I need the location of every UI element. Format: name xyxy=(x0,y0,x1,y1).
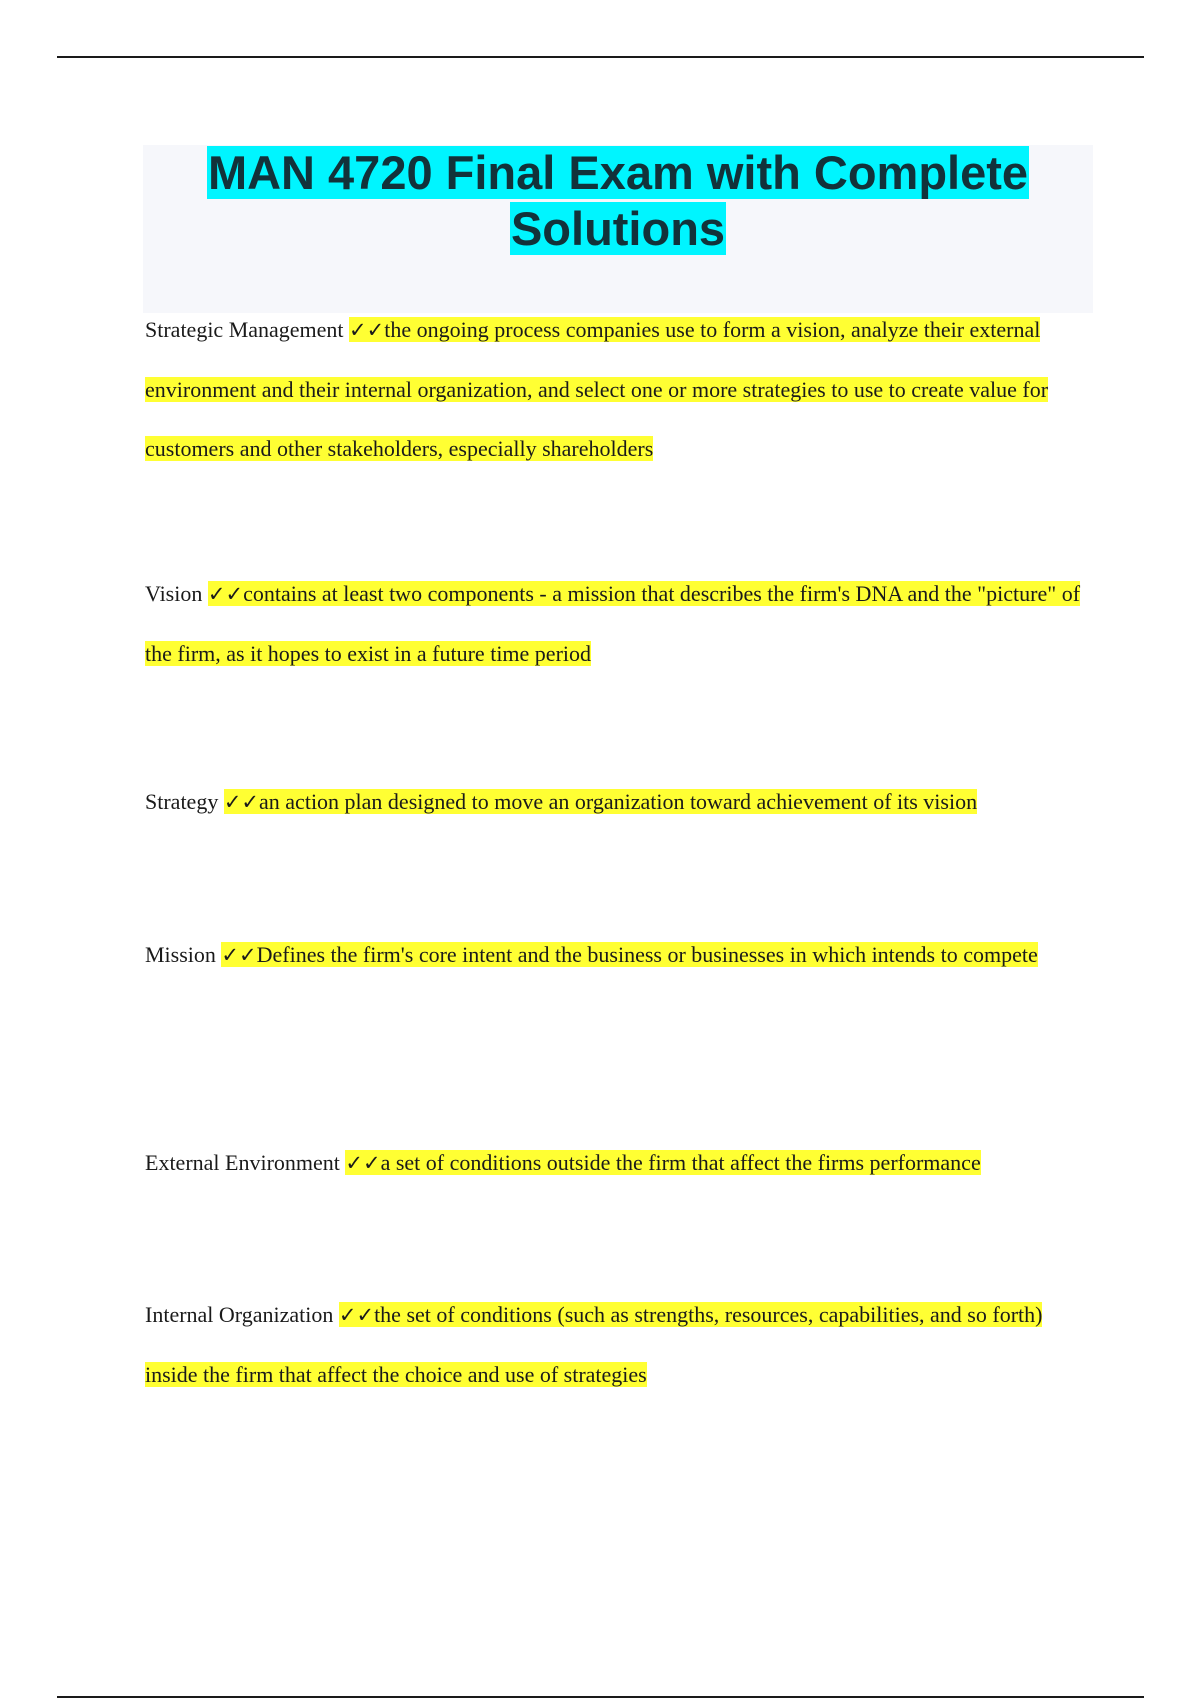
entry-definition: ✓✓contains at least two components - a mission that describes the firm's DNA and the "picture" of the firm, as it hopes to exist in a future time period xyxy=(145,581,1081,666)
entry-internal-organization xyxy=(145,1285,1085,1404)
entry-vision xyxy=(145,564,1085,683)
title-block xyxy=(143,145,1093,313)
entry-definition: ✓✓a set of conditions outside the firm that affect the firms performance xyxy=(345,1150,981,1175)
entry-external-environment xyxy=(145,1133,1085,1193)
entry-term: Mission xyxy=(145,942,216,967)
entry-definition: ✓✓Defines the firm's core intent and the business or businesses in which intends to compete xyxy=(221,942,1038,967)
entry-definition: ✓✓the ongoing process companies use to form a vision, analyze their external environment and their internal organization, and select one or more strategies to use to create value for customers and other stakeholders, especially shareholders xyxy=(145,317,1049,461)
entry-term: Strategy xyxy=(145,789,219,814)
entry-term: Internal Organization xyxy=(145,1302,334,1327)
double-check-icon: ✓✓ xyxy=(349,318,385,342)
double-check-icon: ✓✓ xyxy=(207,582,244,606)
double-check-icon: ✓✓ xyxy=(223,790,260,814)
footer-rule xyxy=(57,1696,1144,1698)
header-rule xyxy=(57,56,1144,58)
double-check-icon: ✓✓ xyxy=(221,943,257,967)
entry-definition: ✓✓an action plan designed to move an organization toward achievement of its vision xyxy=(223,789,978,814)
entry-mission xyxy=(145,925,1085,985)
entry-strategy xyxy=(145,772,1085,832)
double-check-icon: ✓✓ xyxy=(345,1151,381,1175)
entry-term: Vision xyxy=(145,581,203,606)
document-title xyxy=(143,145,1093,257)
entry-definition: ✓✓the set of conditions (such as strengths, resources, capabilities, and so forth) inside the firm that affect the choice and use of strategies xyxy=(145,1302,1043,1387)
double-check-icon: ✓✓ xyxy=(338,1303,375,1327)
title-line-2: Solutions xyxy=(510,202,726,255)
title-line-1: MAN 4720 Final Exam with Complete xyxy=(207,146,1029,199)
entry-term: External Environment xyxy=(145,1150,340,1175)
entry-strategic-management xyxy=(145,300,1085,478)
entry-term: Strategic Management xyxy=(145,317,344,342)
